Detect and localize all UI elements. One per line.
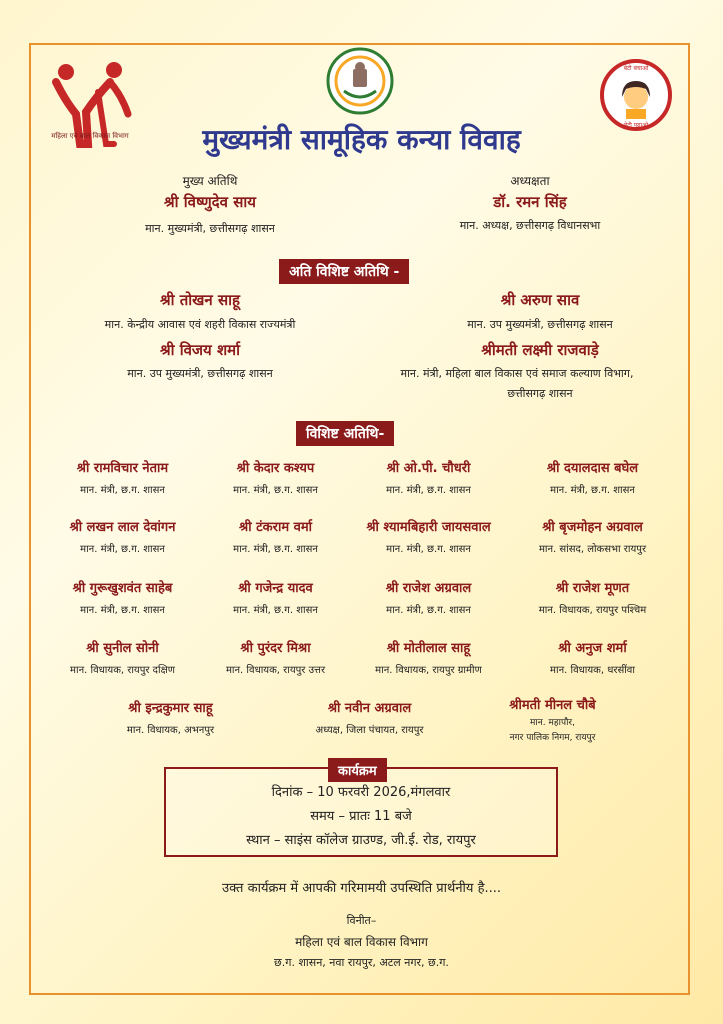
vip-guest-name: श्री टंकराम वर्मा [239,520,312,535]
vip-guest-post: मान. विधायक, रायपुर पश्चिम [538,605,647,616]
vip-guest-name: श्री इन्द्रकुमार साहू [128,701,213,716]
vip-guest-name: श्री लखन लाल देवांगन [69,520,176,535]
vip-guest [193,517,358,555]
vip-guest [510,638,675,676]
invitation-line: उक्त कार्यक्रम में आपकी गरिमामयी उपस्थिति प्रार्थनीय है.... [221,881,502,896]
vip-guest-name: श्री मोतीलाल साहू [386,641,471,656]
right-logo-bottom-text: बेटी पढ़ाओ [623,122,649,129]
vvip-post: मान. मंत्री, महिला बाल विकास एवं समाज कल्याण विभाग, [400,367,634,380]
vip-guest-post: मान. मंत्री, छ.ग. शासन [80,605,165,616]
vvip-post: मान. उप मुख्यमंत्री, छत्तीसगढ़ शासन [467,318,613,331]
vvip-heading: अति विशिष्ट अतिथि - [279,259,409,284]
vvip-name: श्री अरुण साव [500,291,580,309]
vip-guest [88,698,253,736]
president-name: डॉ. रमन सिंह [493,193,567,211]
vip-guest-post: मान. मंत्री, छ.ग. शासन [233,544,318,555]
program-date: दिनांक – 10 फरवरी 2026,मंगलवार [271,785,451,800]
vip-guest [40,638,205,676]
vip-guest-name: श्री रामविचार नेताम [76,461,169,476]
vvip-name: श्रीमती लक्ष्मी राजवाड़े [481,341,599,359]
page-title: मुख्यमंत्री सामूहिक कन्या विवाह [202,123,521,156]
vvip-name: श्री विजय शर्मा [159,341,241,359]
vip-guest-post: मान. विधायक, रायपुर उत्तर [225,665,326,676]
footer-address: छ.ग. शासन, नवा रायपुर, अटल नगर, छ.ग. [274,956,449,969]
vip-heading: विशिष्ट अतिथि- [296,421,394,446]
president-post: मान. अध्यक्ष, छत्तीसगढ़ विधानसभा [459,219,601,232]
vip-guest-name: श्री नवीन अग्रवाल [327,701,412,716]
vip-guest [510,458,675,496]
chief-guest-name: श्री विष्णुदेव साय [164,193,256,211]
vvip-post: मान. केन्द्रीय आवास एवं शहरी विकास राज्यमंत्री [104,318,296,331]
vip-guest-name: श्री ओ.पी. चौधरी [386,461,471,476]
vip-guest [40,578,205,616]
vip-guest [287,698,452,736]
vip-guest-name: श्री गुरूखुशवंत साहेब [72,581,173,596]
vip-guest-name: श्री सुनील सोनी [86,641,159,656]
program-venue: स्थान – साइंस कॉलेज ग्राउण्ड, जी.ई. रोड, रायपुर [246,833,476,848]
vip-guest-post: मान. विधायक, रायपुर ग्रामीण [375,665,482,676]
vip-guest-name: श्री केदार कश्यप [236,461,315,476]
vip-guest-post: मान. मंत्री, छ.ग. शासन [80,485,165,496]
vip-guest-name: श्री अनुज शर्मा [558,641,627,656]
vip-guest [193,578,358,616]
vip-guest-post: मान. मंत्री, छ.ग. शासन [80,544,165,555]
vip-guest-name: श्री राजेश मूणत [555,581,630,596]
right-logo-top-text: बेटी बचाओ [623,65,649,72]
chief-guest-post: मान. मुख्यमंत्री, छत्तीसगढ़ शासन [145,222,275,235]
vvip-post: मान. उप मुख्यमंत्री, छत्तीसगढ़ शासन [127,367,273,380]
vip-guest-name: श्रीमती मीनल चौबे [509,698,596,713]
vip-guest-post: मान. विधायक, अभनपुर [126,725,215,736]
program-time: समय – प्रातः 11 बजे [310,809,412,824]
footer-label: विनीत– [346,914,377,927]
vip-guest [40,517,205,555]
state-emblem [326,47,394,115]
vip-guest [193,638,358,676]
vip-guest [193,458,358,496]
vip-guest-post: मान. महापौर, [530,718,575,728]
vvip-post-line2: छत्तीसगढ़ शासन [507,387,573,400]
vvip-name: श्री तोखन साहू [160,291,240,309]
vip-guest-name: श्री पुरंदर मिश्रा [240,641,311,656]
vip-guest-name: श्री राजेश अग्रवाल [385,581,472,596]
president-role: अध्यक्षता [510,174,550,188]
vip-guest-post: मान. मंत्री, छ.ग. शासन [386,544,471,555]
vip-guest-post: मान. विधायक, रायपुर दक्षिण [70,665,175,676]
vip-guest-name: श्री गजेन्द्र यादव [238,581,313,596]
vip-guest [40,458,205,496]
vip-guest-post: मान. मंत्री, छ.ग. शासन [233,485,318,496]
vip-guest-post: मान. मंत्री, छ.ग. शासन [386,485,471,496]
vip-guest [510,578,675,616]
vip-guest-name: श्री दयालदास बघेल [546,461,639,476]
vip-guest-post: मान. मंत्री, छ.ग. शासन [386,605,471,616]
vip-guest-post: मान. मंत्री, छ.ग. शासन [233,605,318,616]
vip-guest-post: अध्यक्ष, जिला पंचायत, रायपुर [315,725,424,736]
vip-guest [346,578,511,616]
vip-guest [346,458,511,496]
vip-guest-name: श्री श्यामबिहारी जायसवाल [366,520,491,535]
vip-guest [470,695,635,743]
vip-guest-name: श्री बृजमोहन अग्रवाल [542,520,643,535]
wcd-logo-caption: महिला एवं बाल विकास विभाग [51,132,129,140]
vip-guest-post: मान. मंत्री, छ.ग. शासन [550,485,635,496]
vip-guest [510,517,675,555]
program-heading: कार्यक्रम [328,758,387,782]
vip-guest [346,517,511,555]
vip-guest-post: मान. सांसद, लोकसभा रायपुर [538,544,647,555]
footer-department: महिला एवं बाल विकास विभाग [295,935,428,949]
vip-guest-post-line2: नगर पालिक निगम, रायपुर [509,733,596,743]
chief-guest-role: मुख्य अतिथि [182,174,238,188]
vip-guest-post: मान. विधायक, धरसींवा [550,665,635,676]
vip-guest [346,638,511,676]
